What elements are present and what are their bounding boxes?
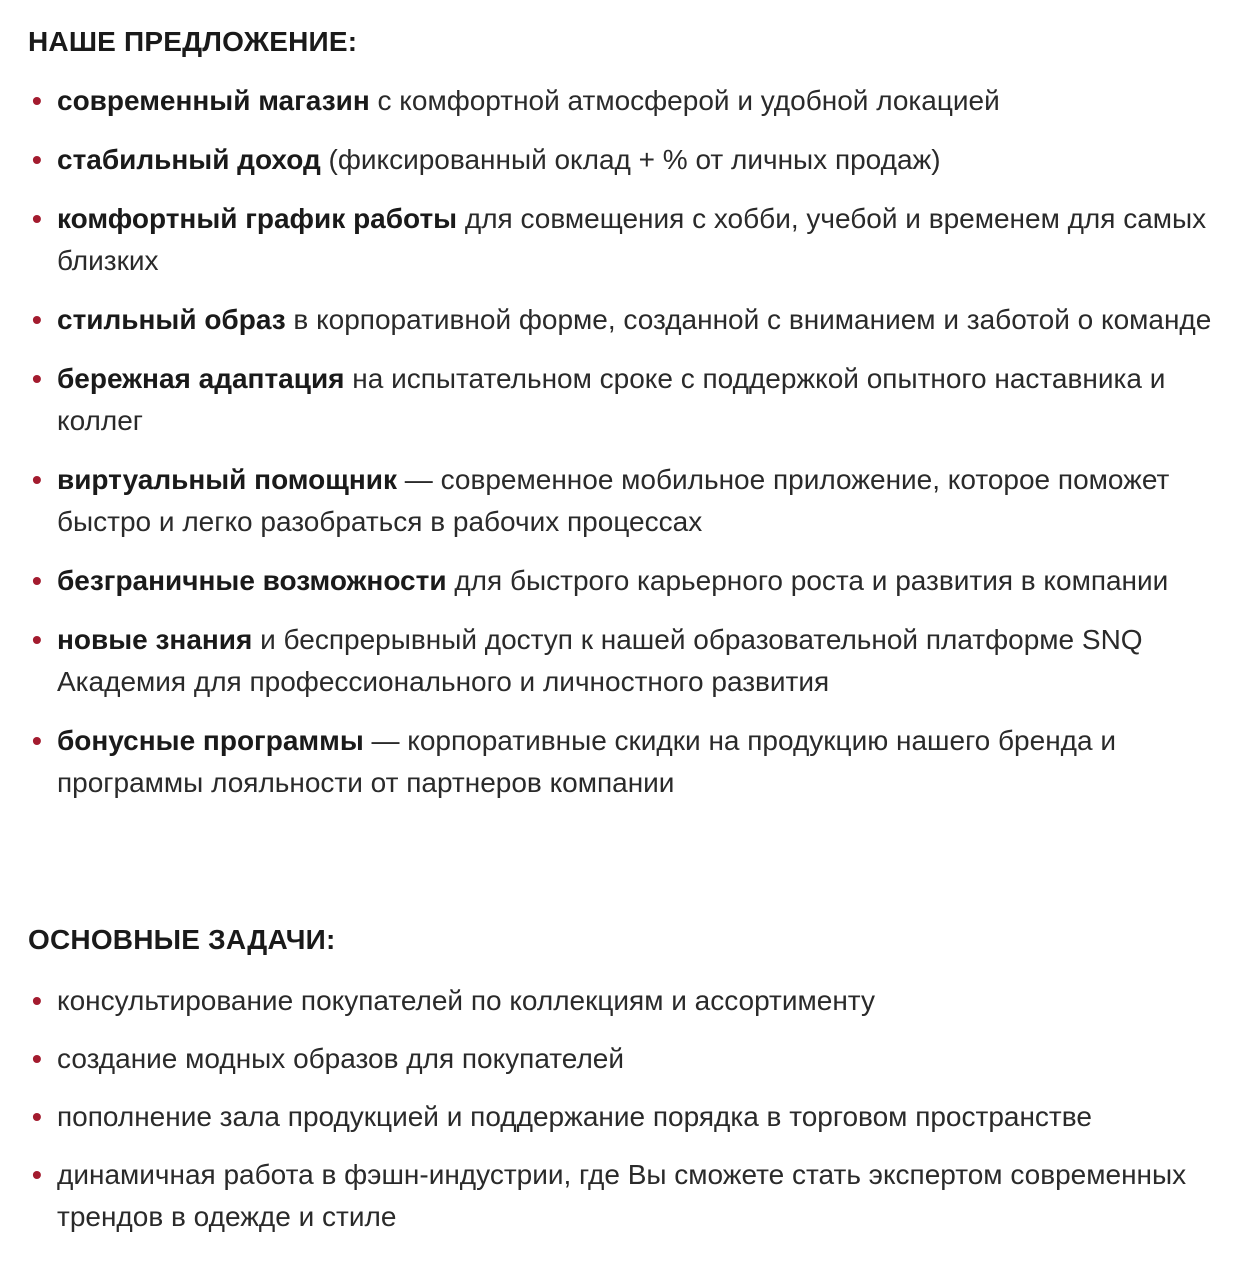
task-item xyxy=(28,1154,1248,1238)
bullet-icon: • xyxy=(32,725,42,756)
offer-item xyxy=(28,619,1248,703)
offer-item xyxy=(28,80,1248,122)
bullet-icon: • xyxy=(32,565,42,596)
offer-item-title: бонусные программы xyxy=(57,725,364,756)
bullet-icon: • xyxy=(32,1101,42,1132)
bullet-icon: • xyxy=(32,144,42,175)
offer-item-text: для быстрого карьерного роста и развития в компании xyxy=(446,565,1169,596)
offer-heading: НАШЕ ПРЕДЛОЖЕНИЕ: xyxy=(28,26,358,57)
bullet-icon: • xyxy=(32,363,42,394)
bullet-icon: • xyxy=(32,1043,42,1074)
offer-item-title: комфортный график работы xyxy=(57,203,458,234)
offer-item-text: в корпоративной форме, созданной с вниманием и заботой о команде xyxy=(285,304,1212,335)
task-item-text: пополнение зала продукцией и поддержание порядка в торговом пространстве xyxy=(57,1101,1092,1132)
offer-item-text: для совмещения с хобби, учебой и временем для самых близких xyxy=(57,203,1207,276)
offer-item-text: с комфортной атмосферой и удобной локацией xyxy=(369,85,1000,116)
offer-item-title: бережная адаптация xyxy=(57,363,345,394)
bullet-icon: • xyxy=(32,464,42,495)
task-item-text: динамичная работа в фэшн-индустрии, где Вы сможете стать экспертом современных трендов в одежде и стиле xyxy=(57,1159,1187,1232)
task-item xyxy=(28,980,1248,1022)
bullet-icon: • xyxy=(32,1159,42,1190)
offer-item xyxy=(28,139,1248,181)
task-item xyxy=(28,1096,1248,1138)
offer-item-title: новые знания xyxy=(57,624,253,655)
offer-item-text: — современное мобильное приложение, которое поможет быстро и легко разобраться в рабочих процессах xyxy=(57,464,1170,537)
task-item xyxy=(28,1038,1248,1080)
offer-item-title: безграничные возможности xyxy=(57,565,447,596)
bullet-icon: • xyxy=(32,624,42,655)
offer-item-title: виртуальный помощник xyxy=(57,464,398,495)
offer-item xyxy=(28,198,1248,282)
offer-item-title: стильный образ xyxy=(57,304,286,335)
task-item-text: создание модных образов для покупателей xyxy=(57,1043,624,1074)
tasks-heading: ОСНОВНЫЕ ЗАДАЧИ: xyxy=(28,924,336,955)
offer-section xyxy=(28,22,1248,804)
offer-item-text: (фиксированный оклад + % от личных продаж) xyxy=(320,144,941,175)
offer-item-text: на испытательном сроке с поддержкой опытного наставника и коллег xyxy=(57,363,1166,436)
bullet-icon: • xyxy=(32,203,42,234)
bullet-icon: • xyxy=(32,985,42,1016)
bullet-icon: • xyxy=(32,304,42,335)
offer-item xyxy=(28,560,1248,602)
task-item-text: консультирование покупателей по коллекциям и ассортименту xyxy=(57,985,875,1016)
tasks-section xyxy=(28,920,1248,1238)
offer-item xyxy=(28,720,1248,804)
tasks-list xyxy=(28,980,1248,1238)
offer-item-title: стабильный доход xyxy=(57,144,321,175)
offer-list xyxy=(28,80,1248,804)
offer-item xyxy=(28,299,1248,341)
offer-item-text: — корпоративные скидки на продукцию нашего бренда и программы лояльности от партнеров компании xyxy=(57,725,1116,798)
offer-item-title: современный магазин xyxy=(57,85,370,116)
bullet-icon: • xyxy=(32,85,42,116)
offer-item-text: и беспрерывный доступ к нашей образовательной платформе SNQ Академия для профессионального и личностного развития xyxy=(57,624,1143,697)
offer-item xyxy=(28,358,1248,442)
offer-item xyxy=(28,459,1248,543)
